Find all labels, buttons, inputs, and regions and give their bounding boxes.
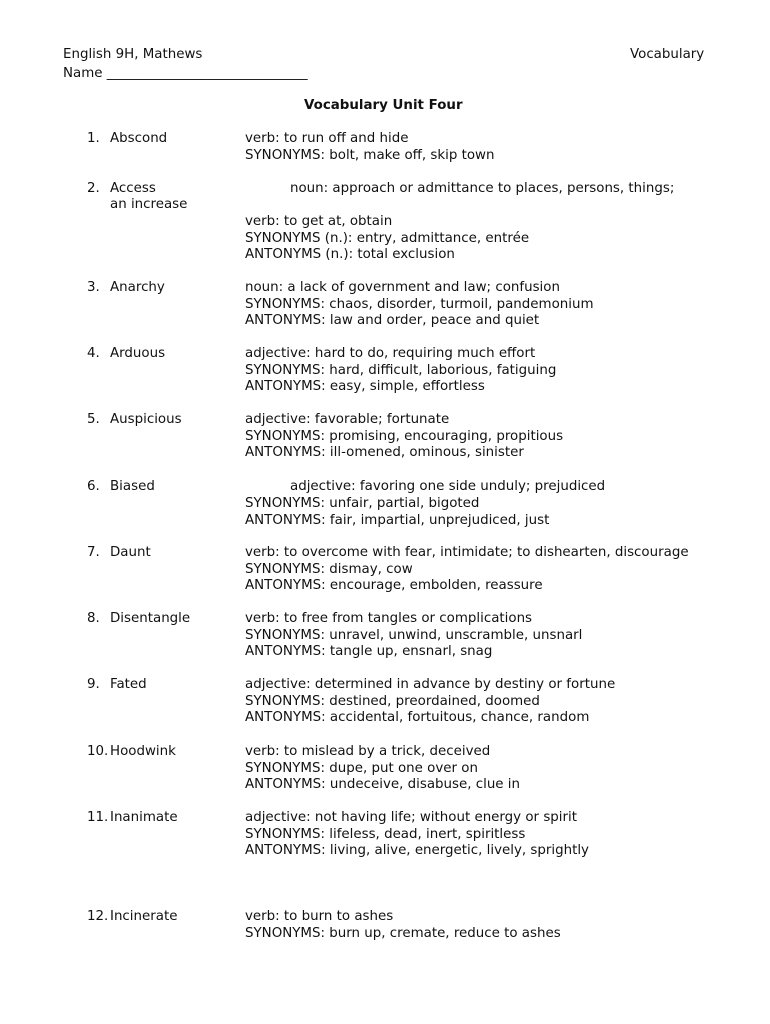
definition-line: noun: a lack of government and law; confusion — [245, 280, 560, 295]
definition-line: adjective: hard to do, requiring much effort — [245, 346, 536, 361]
definition-line: adjective: not having life; without energy or spirit — [245, 810, 577, 825]
entry-number: 6. — [87, 479, 100, 494]
synonyms-line: SYNONYMS: lifeless, dead, inert, spiritless — [245, 826, 526, 842]
entry-word-continuation: an increase — [110, 197, 188, 212]
definition-line: verb: to burn to ashes — [245, 909, 394, 924]
entry-word: Disentangle — [110, 611, 191, 626]
antonyms-line: ANTONYMS: fair, impartial, unprejudiced, just — [245, 512, 550, 528]
synonyms-line: SYNONYMS: unfair, partial, bigoted — [245, 496, 480, 511]
entry-definition — [245, 611, 582, 661]
entry-definition — [245, 214, 529, 264]
entry-definition — [245, 744, 520, 794]
entry-number: 11. — [87, 810, 109, 825]
entry-number: 8. — [87, 611, 100, 626]
entry-word: Access — [110, 181, 156, 196]
definition-line: adjective: favorable; fortunate — [245, 412, 450, 427]
definition-line: noun: approach or admittance to places, persons, things; — [290, 181, 675, 196]
entry-word: Abscond — [110, 131, 168, 146]
entry-word: Incinerate — [110, 909, 178, 924]
entry-definition — [245, 496, 549, 529]
entry-definition — [245, 131, 494, 164]
antonyms-line: ANTONYMS: undeceive, disabuse, clue in — [245, 777, 521, 793]
page-title: Vocabulary Unit Four — [304, 98, 463, 113]
antonyms-line: ANTONYMS: ill-omened, ominous, sinister — [245, 445, 524, 461]
entry-word: Fated — [110, 677, 147, 692]
entry-number: 5. — [87, 412, 100, 427]
synonyms-line: SYNONYMS (n.): entry, admittance, entrée — [245, 230, 530, 246]
entry-definition — [245, 412, 563, 462]
entry-number: 9. — [87, 677, 100, 692]
entry-definition — [245, 810, 589, 860]
entry-definition — [245, 280, 594, 330]
synonyms-line: SYNONYMS: burn up, cremate, reduce to ashes — [245, 925, 561, 941]
entry-number: 7. — [87, 545, 100, 560]
synonyms-line: SYNONYMS: dismay, cow — [245, 561, 413, 577]
definition-line: verb: to run off and hide — [245, 131, 409, 146]
synonyms-line: SYNONYMS: unravel, unwind, unscramble, unsnarl — [245, 627, 583, 643]
synonyms-line: SYNONYMS: hard, difficult, laborious, fatiguing — [245, 362, 557, 378]
entry-definition — [245, 346, 556, 396]
definition-line: verb: to mislead by a trick, deceived — [245, 744, 491, 759]
entry-word: Biased — [110, 479, 155, 494]
entry-word: Anarchy — [110, 280, 165, 295]
entry-number: 3. — [87, 280, 100, 295]
entry-word: Daunt — [110, 545, 151, 560]
document-label: Vocabulary — [630, 47, 705, 62]
synonyms-line: SYNONYMS: dupe, put one over on — [245, 760, 478, 776]
antonyms-line: ANTONYMS (n.): total exclusion — [245, 247, 455, 263]
course-header: English 9H, Mathews — [63, 47, 203, 62]
synonyms-line: SYNONYMS: destined, preordained, doomed — [245, 693, 540, 709]
entry-number: 10. — [87, 744, 109, 759]
entry-number: 2. — [87, 181, 100, 196]
definition-line: adjective: determined in advance by destiny or fortune — [245, 677, 616, 692]
definition-line: verb: to get at, obtain — [245, 214, 393, 229]
entry-word: Auspicious — [110, 412, 182, 427]
entry-number: 12. — [87, 909, 109, 924]
entry-definition — [245, 545, 689, 595]
synonyms-line: SYNONYMS: chaos, disorder, turmoil, pandemonium — [245, 296, 594, 312]
entry-number: 1. — [87, 131, 100, 146]
entry-word: Arduous — [110, 346, 166, 361]
name-line: Name ______________________________ — [63, 66, 308, 81]
entry-word: Hoodwink — [110, 744, 176, 759]
antonyms-line: ANTONYMS: encourage, embolden, reassure — [245, 578, 543, 594]
synonyms-line: SYNONYMS: bolt, make off, skip town — [245, 147, 495, 163]
antonyms-line: ANTONYMS: tangle up, ensnarl, snag — [245, 644, 493, 660]
entry-word: Inanimate — [110, 810, 178, 825]
definition-line: adjective: favoring one side unduly; prejudiced — [290, 479, 606, 494]
antonyms-line: ANTONYMS: easy, simple, effortless — [245, 379, 485, 395]
antonyms-line: ANTONYMS: law and order, peace and quiet — [245, 313, 540, 329]
synonyms-line: SYNONYMS: promising, encouraging, propitious — [245, 428, 564, 444]
entry-definition — [245, 909, 561, 942]
definition-line: verb: to free from tangles or complications — [245, 611, 533, 626]
antonyms-line: ANTONYMS: accidental, fortuitous, chance, random — [245, 710, 590, 726]
antonyms-line: ANTONYMS: living, alive, energetic, lively, sprightly — [245, 843, 589, 859]
entry-definition — [245, 677, 615, 727]
entry-number: 4. — [87, 346, 100, 361]
definition-line: verb: to overcome with fear, intimidate; to dishearten, discourage — [245, 545, 689, 560]
